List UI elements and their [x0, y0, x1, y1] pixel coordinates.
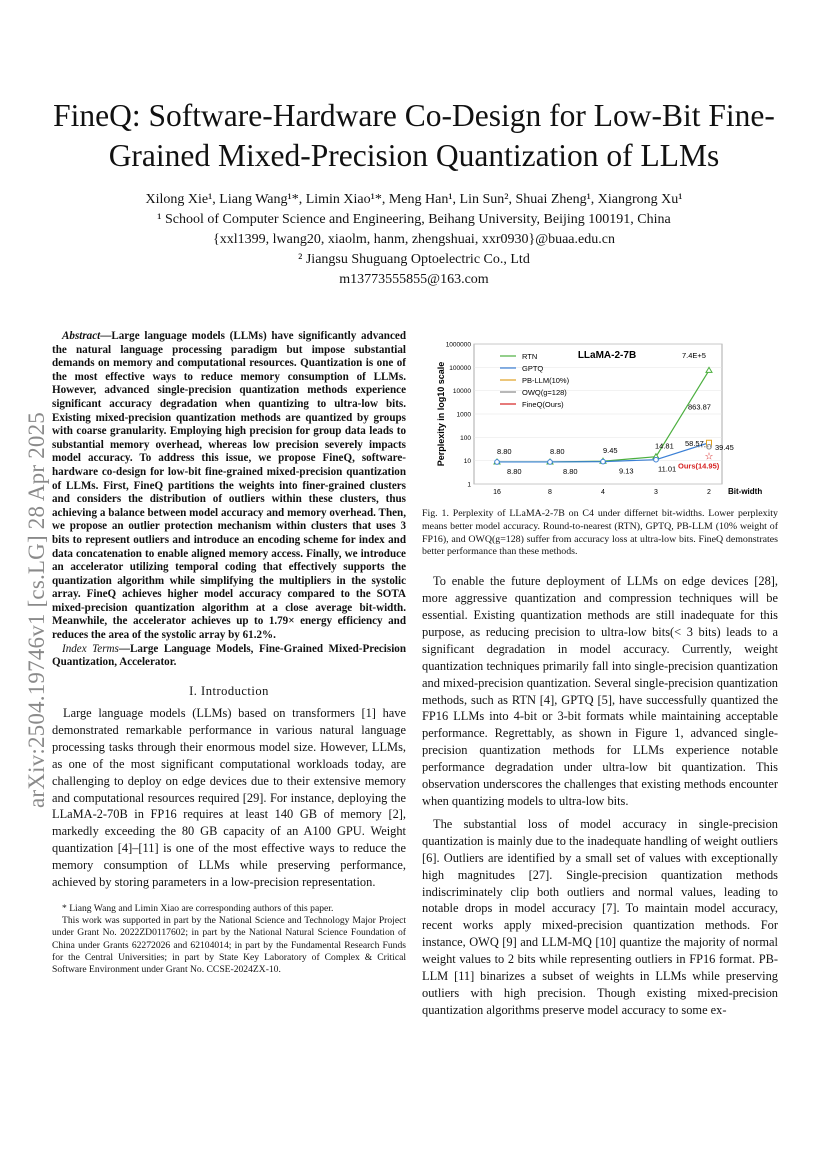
data-point-marker: [601, 459, 606, 464]
y-tick-label: 10000: [452, 388, 471, 396]
data-label: 58.57: [685, 438, 704, 448]
data-label: 11.01: [658, 464, 677, 474]
author-block: [40, 190, 788, 290]
y-tick-label: 1: [467, 481, 471, 489]
y-tick-label: 100: [460, 434, 471, 442]
data-label: 39.45: [715, 442, 734, 452]
data-label: 7.4E+5: [682, 351, 706, 360]
section-heading-introduction: I. Introduction: [189, 683, 269, 698]
data-label: 8.80: [497, 446, 512, 456]
legend-label: PB-LLM(10%): [522, 376, 570, 385]
x-tick-label: 2: [707, 489, 711, 496]
y-tick-label: 100000: [449, 364, 471, 372]
legend-label: GPTQ: [522, 364, 544, 373]
data-label: 8.80: [550, 446, 565, 456]
index-terms-text: —Large Language Models, Fine-Grained Mixed-Precision Quantization, Accelerator.: [52, 642, 406, 669]
perplexity-chart: [422, 334, 778, 504]
right-column: [422, 334, 778, 1025]
emails-1: {xxl1399, lwang20, xiaolm, hanm, zhengshuai, xxr0930}@buaa.edu.cn: [213, 232, 615, 247]
data-label: Ours(14.95): [678, 461, 720, 471]
left-column: [52, 330, 406, 976]
data-label: 9.45: [603, 446, 618, 456]
data-label: 14.81: [655, 441, 674, 451]
right-paragraph-2: The substantial loss of model accuracy in single-precision quantization is mainly due to the inadequate handling of weight outliers [6]. Outliers are identified by a small set of values with exceptionally high magnitudes [27]. Single-precision quantization methods indiscriminately clip both outliers and normal values, leading to notable drops in model accuracy [7]. To maintain model accuracy, recent works apply mixed-precision quantization methods. For instance, OWQ [9] and LLM-MQ [10] quantize the majority of normal weight values to 2 bits while representing outliers in FP16 format. PB-LLM [11] binarizes a subset of weights in LLMs while preserving outliers with high precision. Though existing mixed-precision quantization algorithms preserve model accuracy to some ex-: [422, 816, 778, 1017]
data-point-marker: [706, 367, 712, 372]
legend-label: FineQ(Ours): [522, 400, 564, 409]
right-paragraph-1: To enable the future deployment of LLMs on edge devices [28], more aggressive quantization and compression techniques will be essential. Existing quantization methods are still inadequate for this purpose, as reducing precision to ultra-low bits(< 3 bits) leads to a significant degradation in model accuracy. Currently, weight quantization techniques primarily fall into single-precision quantization and mixed-precision quantization. Several single-precision quantization methods, such as RTN [4], GPTQ [5], have successfully quantized the FP16 LLMs into 4-bit or 3-bit formats while maintaining acceptable performance. Regrettably, as shown in Figure 1, advanced single-precision quantization methods for LLMs experience notable performance degradation under ultra-low bit quantization. This observation underscores the challenges that existing methods encounter when quantizing models to ultra-low bits.: [422, 574, 778, 808]
data-point-marker: [495, 460, 500, 465]
footnotes: [52, 903, 406, 976]
data-label: 8.80: [507, 466, 522, 476]
y-tick-label: 1000: [456, 411, 471, 419]
x-tick-label: 4: [601, 489, 605, 496]
figure-1: [422, 334, 778, 504]
abstract: [52, 330, 406, 643]
y-tick-label: 10: [463, 458, 471, 466]
x-tick-label: 3: [654, 489, 658, 496]
y-tick-label: 1000000: [445, 341, 471, 349]
footnote-funding: This work was supported in part by the National Science and Technology Major Project under Grant No. 2022ZD0117602; in part by the National Natural Science Foundation of China under Grants 62272026 and 62104014; in part by the Fundamental Research Funds for the Central Universities; in part by State Key Laboratory of Complex & Critical Software Environment under Grant No. CCSE-2024ZX-10.: [52, 915, 406, 976]
authors-line: Xilong Xie¹, Liang Wang¹*, Limin Xiao¹*, Meng Han¹, Lin Sun², Shuai Zheng¹, Xiangrong Xu¹: [145, 192, 683, 207]
data-label: 863.87: [688, 402, 711, 412]
emails-2: m13773555855@163.com: [339, 272, 489, 287]
data-label: 8.80: [563, 466, 578, 476]
x-tick-label: 8: [548, 489, 552, 496]
x-tick-label: 16: [493, 489, 501, 496]
index-terms-label: Index Terms: [62, 642, 119, 655]
affiliation-2: ² Jiangsu Shuguang Optoelectric Co., Ltd: [298, 252, 530, 267]
chart-title: LLaMA-2-7B: [577, 350, 637, 361]
legend-label: OWQ(g=128): [522, 388, 567, 397]
y-axis-label: Perplexity in log10 scale: [436, 361, 446, 467]
abstract-label: Abstract: [62, 330, 101, 342]
footnote-corresponding: * Liang Wang and Limin Xiao are corresponding authors of this paper.: [62, 903, 334, 915]
data-label: 9.13: [619, 466, 634, 476]
intro-paragraph-1: Large language models (LLMs) based on transformers [1] have demonstrated remarkable performance in various natural language processing tasks through their enormous model size. However, LLMs, as one of the most significant computational workloads today, are challenging to deploy on edge devices due to their extensive memory and computational resources required [29]. For instance, deploying the LLaMA-2-70B in FP16 requires at least 140 GB of memory [2], markedly exceeding the 80 GB capacity of an A100 GPU. Weight quantization [4]–[11] is one of the most effective ways to reduce the memory consumption of LLMs while preserving performance, achieved by storing parameters in a low-precision representation.: [52, 706, 406, 890]
arxiv-stamp-text: arXiv:2504.19746v1 [cs.LG] 28 Apr 2025: [24, 412, 49, 808]
index-terms: [52, 643, 406, 670]
arxiv-stamp: [22, 360, 52, 860]
data-point-marker: [548, 460, 553, 465]
legend-label: RTN: [522, 352, 538, 361]
data-point-marker: ☆: [704, 451, 714, 463]
figure-caption: Fig. 1. Perplexity of LLaMA-2-7B on C4 under differnet bit-widths. Lower perplexity means better model accuracy. Round-to-nearest (RTN), GPTQ, PB-LLM (10% weight of FP16), and OWQ(g=128) suffer from accuracy loss at ultra-low bits. FineQ demonstrates better performance than these methods.: [422, 508, 778, 558]
affiliation-1: ¹ School of Computer Science and Engineering, Beihang University, Beijing 100191, China: [157, 212, 671, 227]
paper-title: FineQ: Software-Hardware Co-Design for Low-Bit Fine-Grained Mixed-Precision Quantization of LLMs: [53, 98, 775, 173]
data-point-marker: [654, 457, 659, 462]
right-body: [422, 573, 778, 1019]
x-axis-label: Bit-width: [728, 487, 763, 496]
abstract-text: —Large language models (LLMs) have significantly advanced the natural language processing paradigm but impose substantial demands on memory and computational resources. Quantization is one of the most effective ways to reduce memory consumption of LLMs. However, advanced single-precision quantization methods experience significant accuracy degradation when quantizing to ultra-low bits. Existing mixed-precision quantization methods are quantized by groups with coarse granularity. Employing high precision for group data leads to substantial memory overhead, whereas low precision severely impacts model accuracy. To address this issue, we propose FineQ, software-hardware co-design for low-bit fine-grained mixed-precision quantization of LLMs. First, FineQ partitions the weights into finer-grained clusters and considers the distribution of outliers within these clusters, thus achieving a balance between model accuracy and memory overhead. Then, we propose an outlier protection mechanism within clusters that uses 3 bits to represent outliers and introduce an encoding scheme for index and data concatenation to enable aligned memory access. Finally, we introduce an accelerator utilizing temporal coding that effectively supports the quantization algorithm while simplifying the multipliers in the systolic array. FineQ achieves higher model accuracy compared to the SOTA mixed-precision quantization algorithm at a close average bit-width. Meanwhile, the accelerator achieves up to 1.79× energy efficiency and reduces the area of the systolic array by 61.2%.: [52, 330, 406, 642]
